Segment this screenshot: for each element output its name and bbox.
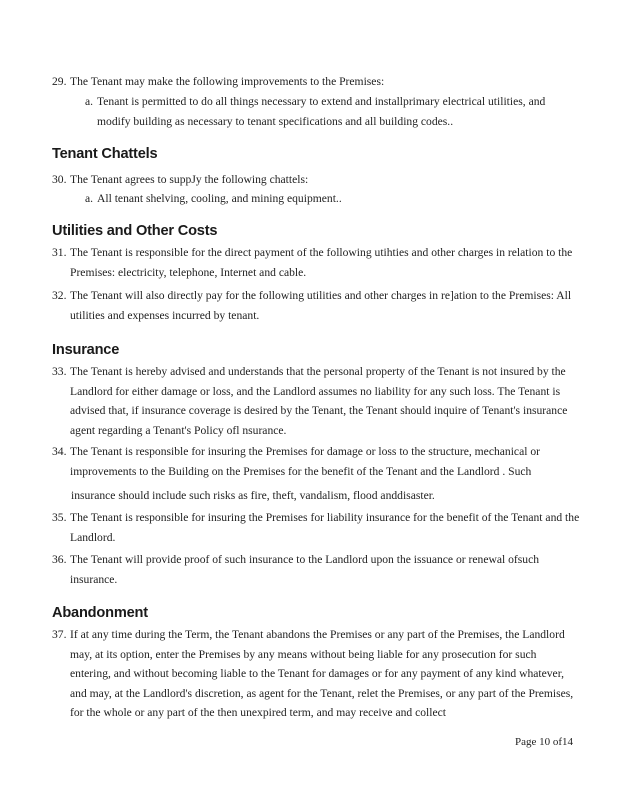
clause-text: The Tenant will provide proof of such insurance to the Landlord upon the issuance or renewal ofsuch insurance. [70,553,540,586]
clause-text: The Tenant is hereby advised and understands that the personal property of the Tenant is not insured by the Landlord for either damage or loss, and the Landlord assumes no liability for any such loss. The Tenant is advised that, if insurance coverage is desired by the Tenant, the Tenant should inquire of Tenant's insurance agent regarding a Tenant's Policy ofl nsurance. [70,365,568,437]
clause-number: 31. [52,246,67,259]
clause-number: 34. [52,445,67,458]
clause-number: 29. [52,75,67,88]
clause-text: The Tenant agrees to suppJy the following chattels: [70,173,309,186]
clause-text: The Tenant is responsible for the direct payment of the following utihties and other charges in relation to the Premises: electricity, telephone, Internet and cable. [70,246,573,279]
clause-34-continuation: insurance should include such risks as fire, theft, vandalism, flood anddisaster. [71,489,435,502]
clause-text: If at any time during the Term, the Tenant abandons the Premises or any part of the Premises, the Landlord may, at its option, enter the Premises by any means without being liable for any prosecution for such entering, and without becoming liable to the Tenant for damages or for any payment of any kind whatever, and may, at the Landlord's discretion, as agent for the Tenant, relet the Premises, or any part of the Premises, for the whole or any part of the then unexpired term, and may receive and collect [70,628,574,719]
section-heading-utilities: Utilities and Other Costs [52,223,218,239]
clause-text: The Tenant is responsible for insuring the Premises for damage or loss to the structure, mechanical or improvements to the Building on the Premises for the benefit of the Tenant and the Landlord . Such [70,445,541,478]
clause-number: 32. [52,289,67,302]
subitem-text: Tenant is permitted to do all things necessary to extend and installprimary electrical utilities, and modify building as necessary to tenant specifications and all building codes.. [97,95,546,128]
clause-number: 37. [52,628,67,641]
clause-number: 30. [52,173,67,186]
clause-number: 33. [52,365,67,378]
section-heading-abandonment: Abandonment [52,605,148,621]
page-number: Page 10 of14 [514,736,573,748]
section-heading-insurance: Insurance [52,342,120,358]
clause-text: The Tenant will also directly pay for the following utilities and other charges in re]ation to the Premises: All utilities and expenses incurred by tenant. [70,289,572,322]
clause-text: The Tenant may make the following improvements to the Premises: [70,75,385,88]
clause-text: The Tenant is responsible for insuring the Premises for liability insurance for the benefit of the Tenant and the Landlord. [70,511,580,544]
clause-number: 36. [52,553,67,566]
subitem-letter: a. [85,95,94,108]
clause-number: 35. [52,511,67,524]
subitem-text: All tenant shelving, cooling, and mining equipment.. [97,192,342,205]
section-heading-tenant-chattels: Tenant Chattels [52,146,158,162]
subitem-letter: a. [85,192,94,205]
